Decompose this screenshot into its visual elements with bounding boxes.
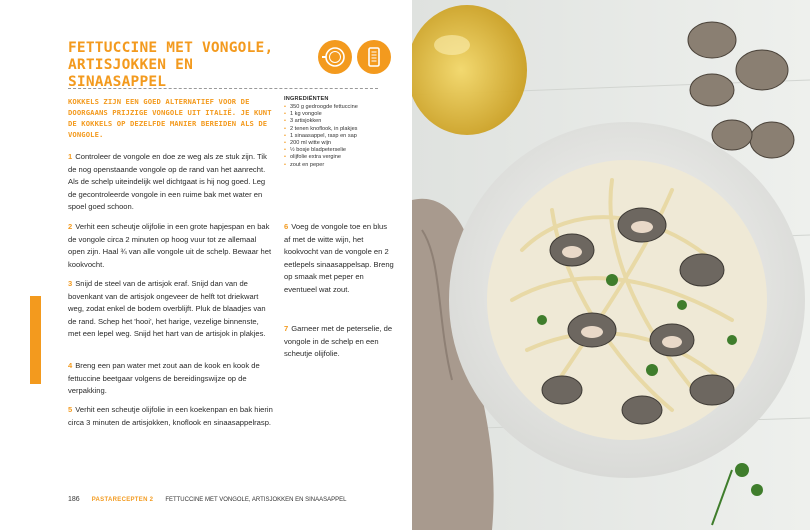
footer-section: PASTARECEPTEN 2	[91, 496, 154, 503]
page-number: 186	[68, 496, 80, 503]
ingredients-panel	[284, 96, 402, 169]
chapter-tab	[30, 296, 41, 384]
ingredient-item: • zout en peper	[284, 162, 402, 169]
grater-icon	[357, 40, 391, 74]
title-divider	[68, 88, 378, 89]
step-text: Verhit een scheutje olijfolie in een grote hapjespan en bak de vongole circa 2 minuten op hoog vuur tot ze allemaal open zijn. Haal ¾ van alle vongole uit de schelp. Bewaar het kookvocht.	[68, 222, 272, 269]
ingredient-item: • ½ bosje bladpeterselie	[284, 147, 402, 154]
ingredient-item: • 1 kg vongole	[284, 111, 402, 118]
step-text: Voeg de vongole toe en blus af met de witte wijn, het kookvocht van de vongole en 2 eetlepels sinaasappelsap. Breng op smaak met peper en eventueel wat zout.	[284, 222, 394, 294]
recipe-intro: KOKKELS ZIJN EEN GOED ALTERNATIEF VOOR DE DOORGAANS PRIJZIGE VONGOLE UIT ITALIË. JE KUNT DE KOKKELS OP DEZELFDE MANIER BEREIDEN ALS DE VONGOLE.	[68, 97, 272, 139]
ingredients-heading: INGREDIËNTEN	[284, 96, 329, 102]
recipe-icons	[318, 40, 391, 74]
step-number: 6	[284, 222, 289, 231]
food-illustration	[412, 0, 810, 530]
recipe-title-line-2: ARTISJOKKEN EN SINAASAPPEL	[68, 57, 194, 90]
step-number: 3	[68, 279, 73, 288]
step-number: 2	[68, 222, 73, 231]
ingredient-item: • 350 g gedroogde fettuccine	[284, 104, 402, 111]
step-1	[68, 151, 273, 214]
step-text: Snijd de steel van de artisjok eraf. Snijd dan van de bovenkant van de artisjok ongeveer de helft tot driekwart weg, zodat enkel de bodem overblijft. Pluk de blaadjes van de rand. Schep het 'hooi', het harige, vezelige binnenste, met een lepel weg. Snijd het hart van de artisjok in plakjes.	[68, 279, 266, 339]
step-7	[284, 323, 394, 361]
step-number: 5	[68, 405, 73, 414]
recipe-title-line-1: FETTUCCINE MET VONGOLE,	[68, 40, 274, 56]
step-text: Controleer de vongole en doe ze weg als ze stuk zijn. Tik de nog openstaande vongole op de rand van het aanrecht. Als de schelp uiteindelijk wel dichtgaat is hij nog goed. Leg de gecontroleerde vongole in een ruime bak met water en spoel goed schoon.	[68, 152, 267, 212]
ingredient-item: • olijfolie extra vergine	[284, 154, 402, 161]
ingredient-item: • 3 artisjokken	[284, 118, 402, 125]
step-number: 7	[284, 324, 289, 333]
step-text: Garneer met de peterselie, de vongole in de schelp en een scheutje olijfolie.	[284, 324, 393, 359]
step-text: Verhit een scheutje olijfolie in een koekenpan en bak hierin circa 3 minuten de artisjokken, knoflook en sinaasappelrasp.	[68, 405, 273, 427]
recipe-title	[68, 40, 298, 91]
ingredient-item: • 2 tenen knoflook, in plakjes	[284, 126, 402, 133]
ingredient-item: • 200 ml witte wijn	[284, 140, 402, 147]
recipe-photo	[412, 0, 810, 530]
page-footer	[68, 496, 346, 503]
step-3	[68, 278, 273, 341]
step-text: Breng een pan water met zout aan de kook en kook de fettuccine beetgaar volgens de bereidingswijze op de verpakking.	[68, 361, 260, 396]
step-number: 4	[68, 361, 73, 370]
pan-icon	[318, 40, 352, 74]
step-number: 1	[68, 152, 73, 161]
step-4	[68, 360, 273, 398]
ingredient-item: • 1 sinaasappel, rasp en sap	[284, 133, 402, 140]
ingredients-list	[284, 104, 402, 169]
step-2	[68, 221, 273, 271]
step-5	[68, 404, 273, 429]
step-6	[284, 221, 394, 297]
footer-running-title: FETTUCCINE MET VONGOLE, ARTISJOKKEN EN SINAASAPPEL	[165, 496, 347, 503]
